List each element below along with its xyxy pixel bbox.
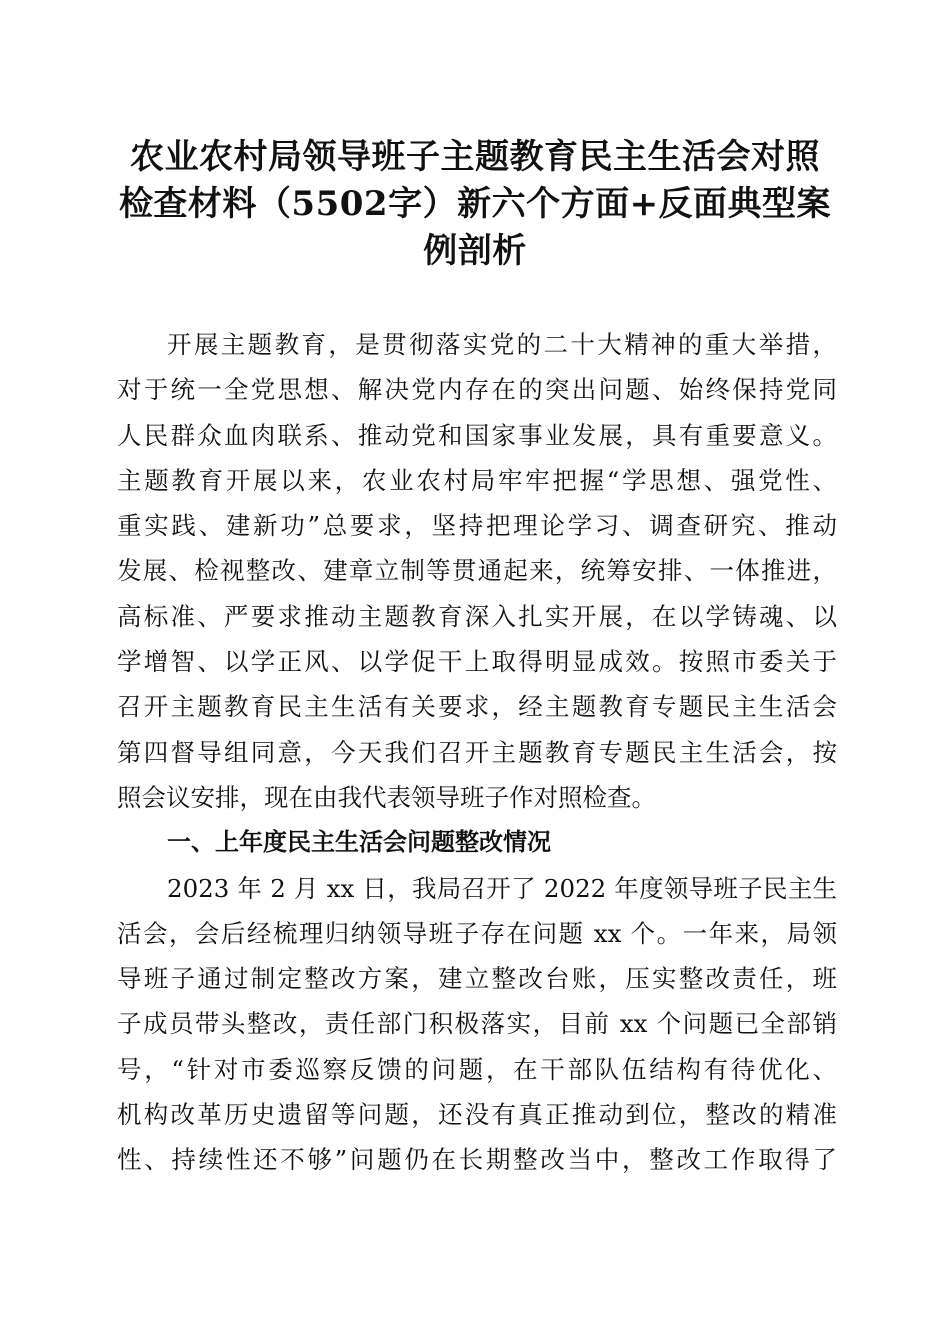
paragraph-line: 活会，会后经梳理归纳领导班子存在问题 xx 个。一年来，局领 (117, 918, 837, 948)
paragraph-line: 2023 年 2 月 xx 日，我局召开了 2022 年度领导班子民主生 (167, 873, 837, 903)
paragraph-line: 导班子通过制定整改方案，建立整改台账，压实整改责任，班 (117, 964, 837, 994)
paragraph-line: 性、持续性还不够”问题仍在长期整改当中，整改工作取得了 (117, 1145, 837, 1175)
paragraph-line: 高标准、严要求推动主题教育深入扎实开展，在以学铸魂、以 (117, 601, 837, 631)
paragraph-line: 机构改革历史遗留等问题，还没有真正推动到位，整改的精准 (117, 1100, 837, 1130)
paragraph-line: 人民群众血肉联系、推动党和国家事业发展，具有重要意义。 (117, 420, 837, 450)
paragraph-line: 照会议安排，现在由我代表领导班子作对照检查。 (117, 782, 656, 812)
paragraph-line: 对于统一全党思想、解决党内存在的突出问题、始终保持党同 (117, 375, 837, 405)
section-heading: 一、上年度民主生活会问题整改情况 (167, 828, 551, 857)
paragraph-line: 学增智、以学正风、以学促干上取得明显成效。按照市委关于 (117, 647, 837, 677)
paragraph-line: 主题教育开展以来，农业农村局牢牢把握“学思想、强党性、 (117, 465, 837, 495)
paragraph-line: 发展、检视整改、建章立制等贯通起来，统筹安排、一体推进， (117, 556, 837, 586)
paragraph-line: 第四督导组同意，今天我们召开主题教育专题民主生活会，按 (117, 737, 837, 767)
intro-paragraph (117, 322, 837, 820)
document-title (110, 134, 840, 275)
paragraph-line: 召开主题教育民主生活有关要求，经主题教育专题民主生活会 (117, 692, 837, 722)
paragraph-line: 开展主题教育，是贯彻落实党的二十大精神的重大举措， (167, 330, 837, 359)
paragraph-line: 子成员带头整改，责任部门积极落实，目前 xx 个问题已全部销 (117, 1009, 837, 1039)
title-line-3: 例剖析 (423, 231, 527, 271)
paragraph-line: 号，“针对市委巡察反馈的问题，在干部队伍结构有待优化、 (117, 1054, 837, 1084)
section1-paragraph (117, 866, 837, 1183)
title-line-1: 农业农村局领导班子主题教育民主生活会对照 (130, 137, 820, 177)
document-body (117, 322, 837, 1183)
title-line-2: 检查材料（5502字）新六个方面+反面典型案 (118, 184, 832, 224)
paragraph-line: 重实践、建新功”总要求，坚持把理论学习、调查研究、推动 (117, 511, 837, 541)
